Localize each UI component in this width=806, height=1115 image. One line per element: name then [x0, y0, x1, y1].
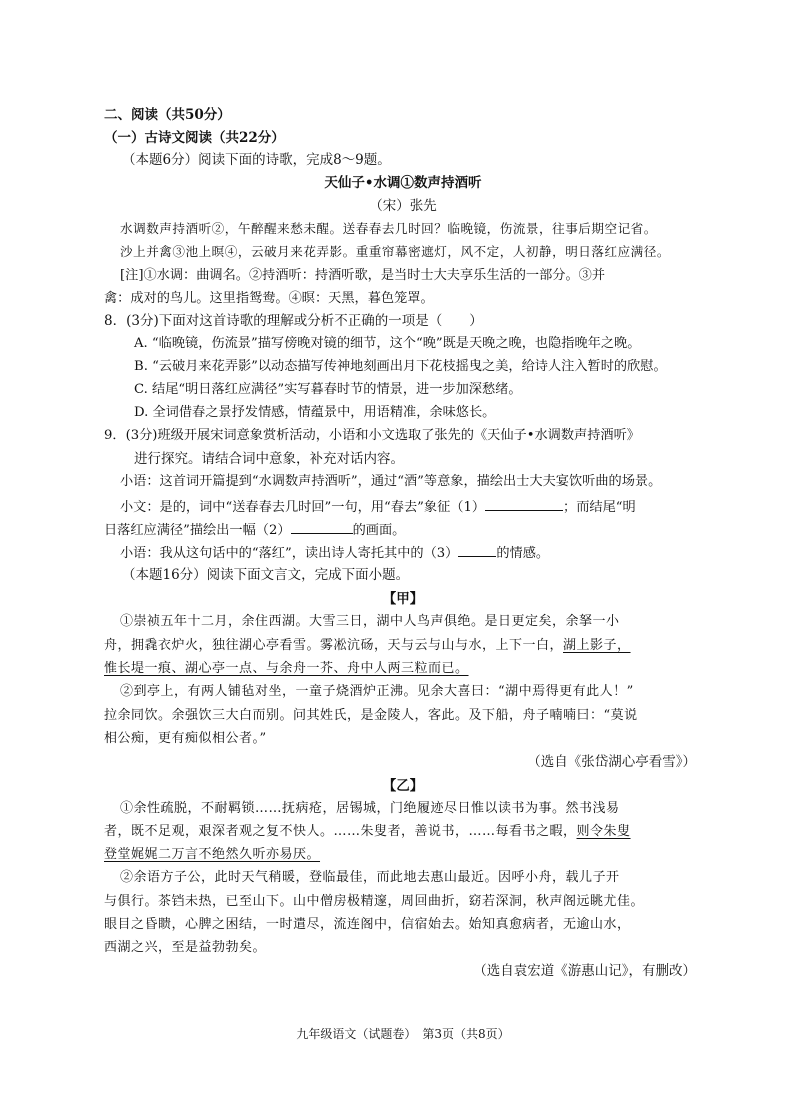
passage-yi-underlined-b: 登堂娓娓二万言不绝然久听亦易厌。: [104, 847, 321, 862]
page-footer: 九年级语文（试题卷） 第3页（共8页）: [296, 1027, 510, 1041]
poem-intro: （本题6分）阅读下面的诗歌，完成8～9题。: [122, 152, 391, 168]
poem-note-2: 禽：成对的鸟儿。这里指鸳鸯。④暝：天黑，暮色笼罩。: [104, 291, 434, 306]
passage-jia-source: （选自《张岱湖心亭看雪》）: [527, 754, 696, 770]
passage-jia-line-2-text: 舟，拥毳衣炉火，独往湖心亭看雪。雾凇沆砀，天与云与山与水，上下一白，: [104, 638, 564, 653]
passage-jia-underlined-b: 惟长堤一痕、湖心亭一点、与余舟一芥、舟中人两三粒而已。: [104, 661, 469, 676]
passage-yi-source: （选自袁宏道《游惠山记》，有删改）: [473, 963, 696, 979]
q8-option-a: A. “临晚镜，伤流景”描写傍晚对镜的细节，这个“晚”既是天晚之晚，也隐指晚年之晚。: [134, 336, 641, 351]
q8-option-c: C. 结尾“明日落红应满径”实写暮春时节的情景，进一步加深愁绪。: [134, 382, 522, 397]
q9-dialogue-2-text-a: 小文：是的，词中“送春春去几时回”一句，用“春去”象征（1）: [120, 500, 486, 515]
passage-yi-line-5: 与俱行。茶铛未热，已至山下。山中僧房极精邃，周回曲折，窈若深洞，秋声阁远眺尤佳。: [104, 894, 645, 909]
passage-jia-title: 【甲】: [382, 591, 424, 607]
q9-dialogue-1: 小语：这首词开篇提到“水调数声持酒听”，通过“酒”等意象，描绘出士大夫宴饮听曲的场景。: [120, 474, 662, 489]
passage-yi-line-2: [104, 822, 631, 842]
question-8-stem: 8．(3分)下面对这首诗歌的理解或分析不正确的一项是（ ）: [104, 313, 483, 329]
passage-yi-line-1: ①余性疏脱，不耐羁锁……抚病疮，居锡城，门绝履迹尽日惟以读书为事。然书浅易: [120, 801, 620, 816]
passage-jia-line-4: ②到亭上，有两人铺毡对坐，一童子烧酒炉正沸。见余大喜曰：“湖中焉得更有此人！”: [120, 684, 634, 699]
passage-jia-line-6: 相公痴，更有痴似相公者。”: [104, 731, 267, 746]
passage-jia-line-2: [104, 636, 631, 656]
q9-dialogue-3-text-b: 的画面。: [352, 523, 406, 538]
q9-dialogue-4-text-b: 的情感。: [496, 546, 550, 561]
answer-blank-2[interactable]: [291, 519, 353, 534]
q9-dialogue-2-text-b: ；而结尾“明: [563, 500, 636, 515]
q9-dialogue-3: [104, 519, 405, 541]
question-9-stem-1: 9．(3分)班级开展宋词意象赏析活动，小语和小文选取了张先的《天仙子•水调数声持酒听》: [104, 428, 640, 443]
passage-yi-line-6: 眼目之昏瞆，心脾之困结，一时遣尽，流连阁中，信宿始去。始知真愈病者，无逾山水，: [104, 917, 631, 932]
passage-jia-line-1: ①崇祯五年十二月，余住西湖。大雪三日，湖中人鸟声俱绝。是日更定矣，余拏一小: [120, 614, 620, 629]
passage-yi-title: 【乙】: [382, 778, 424, 794]
q9-dialogue-4: [120, 542, 549, 564]
sub-section-title: （一）古诗文阅读（共22分）: [104, 130, 285, 146]
poem-line-2: 沙上并禽③池上暝④，云破月来花弄影。重重帘幕密遮灯，风不定，人初静，明日落红应满径。: [120, 244, 670, 259]
passage-jia-line-5: 拉余同饮。余强饮三大白而别。问其姓氏，是金陵人，客此。及下船，舟子喃喃曰：“莫说: [104, 708, 638, 723]
passage-yi-line-7: 西湖之兴，至是益勃勃矣。: [104, 940, 267, 955]
answer-blank-3[interactable]: [458, 542, 496, 557]
passage-jia-underlined-a: 湖上影子，: [563, 638, 631, 653]
q8-option-d: D. 全词借春之景抒发情感，情蕴景中，用语精准，余味悠长。: [134, 405, 496, 420]
passage-yi-underlined-a: 则令朱叟: [576, 824, 631, 839]
q8-option-b: B. “云破月来花弄影”以动态描写传神地刻画出月下花枝摇曳之美，给诗人注入暂时的欣慰。: [134, 359, 667, 374]
poem-title: 天仙子•水调①数声持酒听: [324, 175, 482, 191]
poem-author: （宋）张先: [369, 198, 437, 214]
q9-dialogue-3-text-a: 日落红应满径”描绘出一幅（2）: [104, 523, 291, 538]
poem-note-1: [注]①水调：曲调名。②持酒听：持酒听歌，是当时士大夫享乐生活的一部分。③并: [120, 268, 606, 283]
passage-yi-line-4: ②余语方子公，此时天气稍暖，登临最佳，而此地去惠山最近。因呼小舟，载儿子开: [120, 870, 620, 885]
q9-dialogue-2: [120, 496, 636, 518]
section-title: 二、阅读（共50分）: [104, 107, 231, 123]
poem-line-1: 水调数声持酒听②，午醉醒来愁未醒。送春春去几时回？临晚镜，伤流景，往事后期空记省。: [120, 221, 657, 236]
passage-yi-line-2-text: 者，既不足观，艰深者观之复不快人。……朱叟者，善说书，……每看书之暇，: [104, 824, 577, 839]
answer-blank-1[interactable]: [485, 496, 563, 511]
q9-dialogue-4-text-a: 小语：我从这句话中的“落红”，读出诗人寄托其中的（3）: [120, 546, 459, 561]
prose-intro: （本题16分）阅读下面文言文，完成下面小题。: [122, 567, 410, 583]
question-9-stem-2: 进行探究。请结合词中意象，补充对话内容。: [134, 451, 404, 467]
